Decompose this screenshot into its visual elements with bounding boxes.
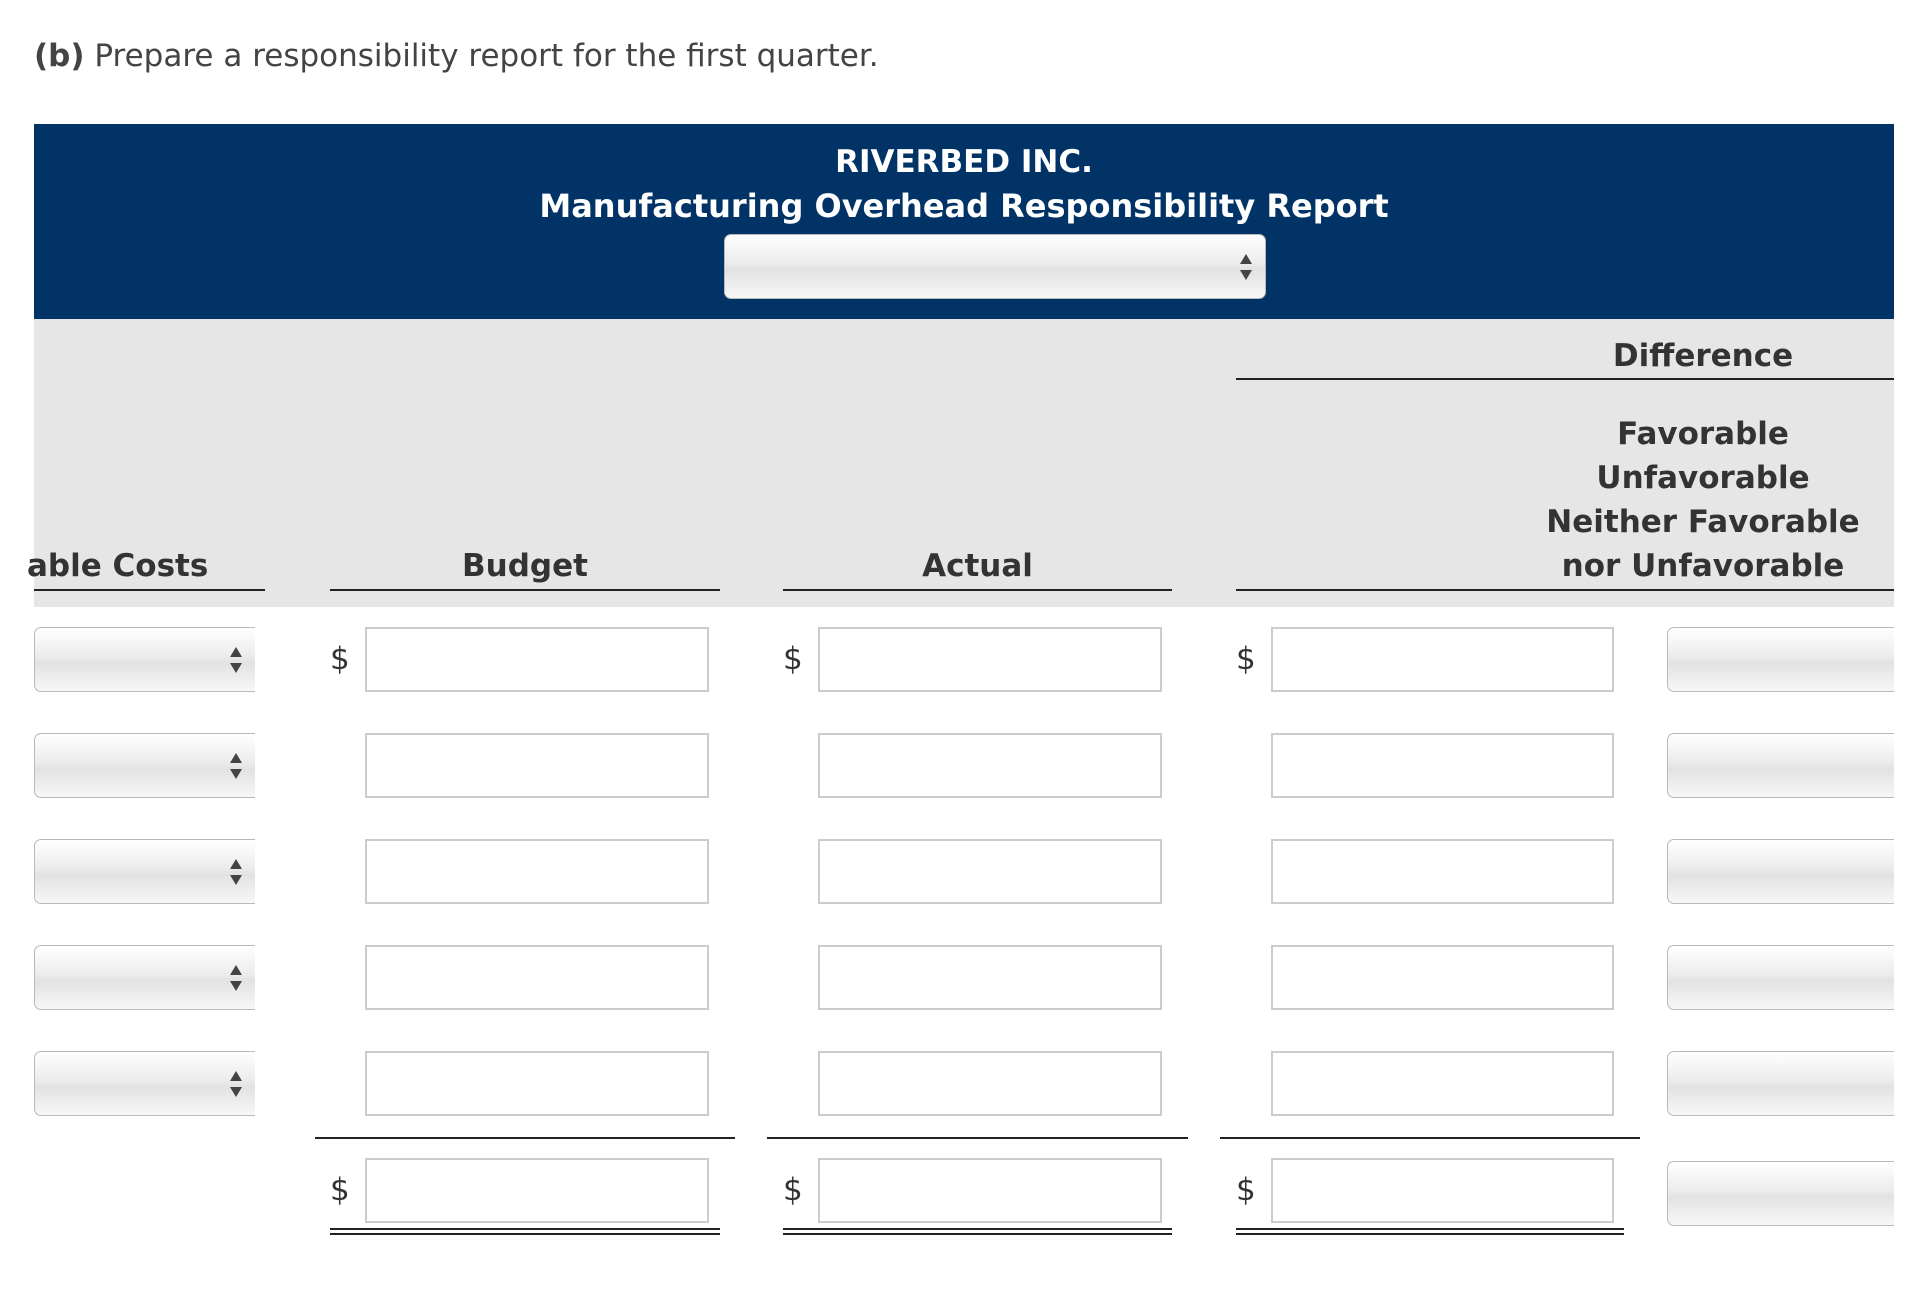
difference-header-underline	[1236, 378, 1894, 380]
difference-header: Difference	[1612, 338, 1794, 374]
select-arrows-icon	[229, 753, 243, 779]
dollar-sign: $	[1236, 1172, 1256, 1208]
prompt-text: Prepare a responsibility report for the first quarter.	[94, 38, 879, 74]
difference-option-nor-unfavorable: nor Unfavorable	[1561, 548, 1845, 584]
difference-input-row-4[interactable]	[1271, 945, 1614, 1010]
costs-header-underline	[34, 589, 265, 591]
budget-total-double-underline	[330, 1228, 720, 1235]
actual-header-underline	[783, 589, 1172, 591]
report-header-banner	[34, 124, 1894, 319]
status-select-row-2[interactable]	[1667, 733, 1894, 798]
report-title: Manufacturing Overhead Responsibility Report	[539, 187, 1389, 225]
difference-total-double-underline	[1236, 1228, 1624, 1235]
actual-sum-line	[767, 1137, 1188, 1139]
dollar-sign: $	[1236, 641, 1256, 677]
budget-input-row-4[interactable]	[365, 945, 709, 1010]
difference-input-row-2[interactable]	[1271, 733, 1614, 798]
difference-sum-line	[1220, 1137, 1640, 1139]
actual-input-row-4[interactable]	[818, 945, 1162, 1010]
actual-input-row-5[interactable]	[818, 1051, 1162, 1116]
status-select-row-4[interactable]	[1667, 945, 1894, 1010]
difference-total-input[interactable]	[1271, 1158, 1614, 1223]
select-arrows-icon	[229, 965, 243, 991]
cost-select-row-5[interactable]	[34, 1051, 255, 1116]
cost-select-row-1[interactable]	[34, 627, 255, 692]
costs-header: able Costs	[27, 548, 209, 584]
budget-header: Budget	[462, 548, 588, 584]
status-select-row-1[interactable]	[1667, 627, 1894, 692]
company-name: RIVERBED INC.	[835, 144, 1093, 180]
cost-select-row-4[interactable]	[34, 945, 255, 1010]
budget-input-row-5[interactable]	[365, 1051, 709, 1116]
dollar-sign: $	[783, 641, 803, 677]
cost-select-row-2[interactable]	[34, 733, 255, 798]
actual-input-row-1[interactable]	[818, 627, 1162, 692]
status-select-row-3[interactable]	[1667, 839, 1894, 904]
difference-input-row-1[interactable]	[1271, 627, 1614, 692]
difference-input-row-5[interactable]	[1271, 1051, 1614, 1116]
status-select-total[interactable]	[1667, 1161, 1894, 1226]
cost-select-row-3[interactable]	[34, 839, 255, 904]
actual-header: Actual	[922, 548, 1033, 584]
question-prompt	[34, 38, 879, 74]
dollar-sign: $	[330, 1172, 350, 1208]
dollar-sign: $	[783, 1172, 803, 1208]
difference-input-row-3[interactable]	[1271, 839, 1614, 904]
budget-input-row-3[interactable]	[365, 839, 709, 904]
actual-total-double-underline	[783, 1228, 1172, 1235]
dollar-sign: $	[330, 641, 350, 677]
actual-total-input[interactable]	[818, 1158, 1162, 1223]
part-label: (b)	[34, 38, 85, 74]
difference-column-underline	[1236, 589, 1894, 591]
budget-sum-line	[315, 1137, 735, 1139]
status-select-row-5[interactable]	[1667, 1051, 1894, 1116]
select-arrows-icon	[229, 859, 243, 885]
select-arrows-icon	[229, 1071, 243, 1097]
period-select[interactable]	[724, 234, 1266, 299]
select-arrows-icon	[229, 647, 243, 673]
budget-total-input[interactable]	[365, 1158, 709, 1223]
budget-input-row-2[interactable]	[365, 733, 709, 798]
difference-option-unfavorable: Unfavorable	[1596, 460, 1810, 496]
difference-option-favorable: Favorable	[1617, 416, 1789, 452]
difference-option-neither: Neither Favorable	[1546, 504, 1860, 540]
actual-input-row-3[interactable]	[818, 839, 1162, 904]
select-arrows-icon	[1239, 254, 1253, 280]
actual-input-row-2[interactable]	[818, 733, 1162, 798]
budget-header-underline	[330, 589, 720, 591]
budget-input-row-1[interactable]	[365, 627, 709, 692]
